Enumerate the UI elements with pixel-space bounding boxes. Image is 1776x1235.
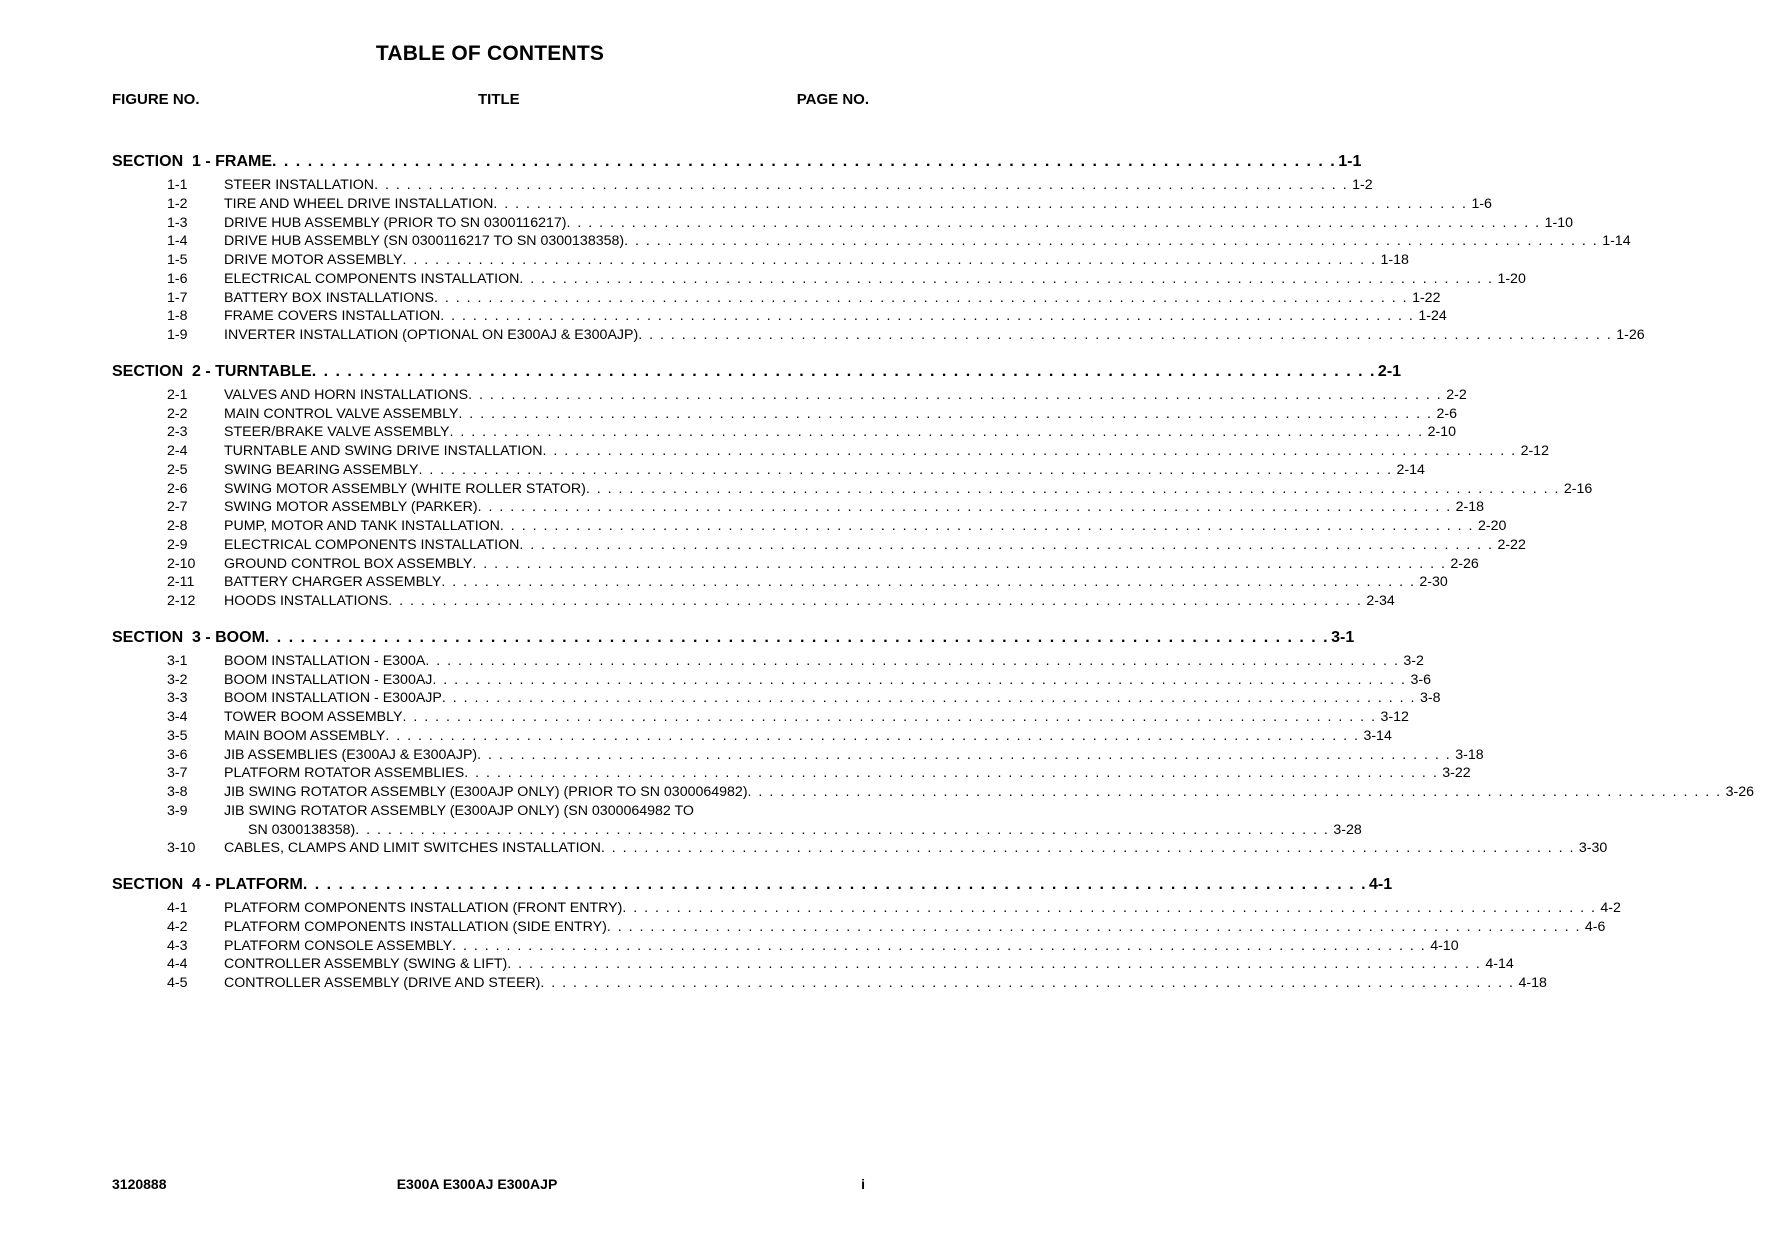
entry-title: STEER/BRAKE VALVE ASSEMBLY: [224, 424, 450, 441]
figure-number: 3-1: [167, 652, 188, 669]
figure-number: 1-2: [167, 195, 188, 212]
entry-title: BATTERY CHARGER ASSEMBLY: [224, 574, 442, 591]
toc-entry[interactable]: [112, 937, 1459, 956]
figure-number: 2-4: [167, 443, 188, 459]
column-header-figure: FIGURE NO.: [112, 91, 200, 108]
column-header-page: PAGE NO.: [796, 91, 869, 108]
entry-title: BATTERY BOX INSTALLATIONS: [224, 289, 434, 306]
entry-page-number: 1-26: [1616, 327, 1645, 343]
entry-title: INVERTER INSTALLATION (OPTIONAL ON E300AJ & E300AJP): [224, 327, 639, 343]
dot-leader: . . . . . . . . . . . . . . . . . . . . . . . . . . . . . . . . . . . . . . . . . . . . . . . . . . . . . . . . . . . . . . . . . . . . . . . . . . . . . . . . . . . . . . . . . .: [385, 727, 1360, 744]
entry-title: DRIVE MOTOR ASSEMBLY: [224, 252, 403, 268]
dot-leader: . . . . . . . . . . . . . . . . . . . . . . . . . . . . . . . . . . . . . . . . . . . . . . . . . . . . . . . . . . . . . . . . . . . . . . . . . . . . . . . . . . . . . . . . . .: [388, 593, 1363, 609]
figure-number: 2-8: [167, 518, 188, 534]
entry-title: SWING MOTOR ASSEMBLY (PARKER): [224, 499, 478, 516]
dot-leader: . . . . . . . . . . . . . . . . . . . . . . . . . . . . . . . . . . . . . . . . . . . . . . . . . . . . . . . . . . . . . . . . . . . . . . . . . . . . . . . . . . . . . . . . . .: [402, 252, 1377, 268]
toc-section: [112, 626, 1755, 858]
toc-entry[interactable]: [112, 592, 1395, 611]
toc-entry[interactable]: [112, 498, 1485, 517]
entry-title: DRIVE HUB ASSEMBLY (PRIOR TO SN 0300116217): [224, 214, 567, 231]
entry-page-number: 1-2: [1352, 177, 1373, 193]
figure-number: 3-2: [167, 671, 188, 688]
page-title: TABLE OF CONTENTS: [375, 42, 605, 65]
entry-page-number: 2-18: [1455, 499, 1485, 516]
column-header-title: TITLE: [478, 91, 520, 108]
dot-leader: . . . . . . . . . . . . . . . . . . . . . . . . . . . . . . . . . . . . . . . . . . . . . . . . . . . . . . . . . . . . . . . . . . . . . . . . . . . . . . . . . . . . . . . . . .: [622, 900, 1597, 916]
entry-title: MAIN CONTROL VALVE ASSEMBLY: [224, 405, 459, 422]
toc-entry[interactable]: [112, 536, 1526, 555]
entry-title: JIB ASSEMBLIES (E300AJ & E300AJP): [224, 746, 478, 763]
entry-title: BOOM INSTALLATION - E300AJP: [224, 690, 442, 707]
figure-number: 1-9: [167, 327, 188, 343]
entry-page-number: 1-14: [1602, 233, 1631, 250]
entry-title: CONTROLLER ASSEMBLY (DRIVE AND STEER): [224, 975, 541, 991]
figure-number: 2-10: [167, 555, 196, 572]
entry-title: GROUND CONTROL BOX ASSEMBLY: [224, 555, 473, 572]
entry-title: BOOM INSTALLATION - E300AJ: [224, 671, 433, 688]
entry-title: TIRE AND WHEEL DRIVE INSTALLATION: [224, 195, 494, 212]
dot-leader: . . . . . . . . . . . . . . . . . . . . . . . . . . . . . . . . . . . . . . . . . . . . . . . . . . . . . . . . . . . . . . . . . . . . . . . . . . . . . . . . . . . . . . . . . .: [468, 386, 1443, 403]
section-page-number: 1-1: [1338, 153, 1362, 170]
figure-number: 3-9: [167, 802, 188, 819]
toc-entry[interactable]: [112, 899, 1621, 918]
dot-leader: . . . . . . . . . . . . . . . . . . . . . . . . . . . . . . . . . . . . . . . . . . . . . . . . . . . . . . . . . . . . . . . . . . . . . . . . . . . . . . . . . . . . . . . . . .: [477, 499, 1452, 516]
section-heading-row[interactable]: [112, 360, 1402, 383]
toc-entry[interactable]: [112, 689, 1441, 708]
figure-number: 3-3: [167, 690, 188, 707]
footer-models: E300A E300AJ E300AJP: [396, 1176, 558, 1192]
entry-page-number: 2-30: [1419, 574, 1448, 591]
entry-page-number: 2-20: [1478, 518, 1507, 534]
figure-number: 1-5: [167, 252, 188, 268]
figure-number: 2-2: [167, 405, 188, 422]
toc-entry[interactable]: [112, 955, 1514, 974]
toc-entry[interactable]: [112, 708, 1409, 727]
dot-leader: . . . . . . . . . . . . . . . . . . . . . . . . . . . . . . . . . . . . . . . . . . . . . . . . . . . . . . . . . . . . . . . . . . . . . . . . . . . . . . . . . . . . . . . . . .: [452, 937, 1427, 954]
figure-number: 1-1: [167, 177, 188, 193]
dot-leader: . . . . . . . . . . . . . . . . . . . . . . . . . . . . . . . . . . . . . . . . . . . . . . . . . . . . . . . . . . . . . . . . . . . . . . . . . . . . . . . . . . . . . . . . . .: [472, 555, 1447, 572]
dot-leader: . . . . . . . . . . . . . . . . . . . . . . . . . . . . . . . . . . . . . . . . . . . . . . . . . . . . . . . . . . . . . . . . . . . . . . . . . . . . . . . . . . . . . . . . . .: [464, 765, 1439, 782]
entry-page-number: 4-18: [1518, 975, 1547, 991]
entry-page-number: 4-2: [1600, 900, 1621, 916]
entry-page-number: 1-22: [1412, 289, 1441, 306]
dot-leader: . . . . . . . . . . . . . . . . . . . . . . . . . . . . . . . . . . . . . . . . . . . . . . . . . . . . . . . . . . . . . . . . . . . . . . . . . . . . . . . . . . . . . . . . . .: [507, 956, 1482, 973]
section-heading: SECTION 2 - TURNTABLE: [112, 362, 312, 380]
toc-entry[interactable]: [112, 176, 1373, 195]
toc-entry[interactable]: [112, 783, 1755, 802]
dot-leader: . . . . . . . . . . . . . . . . . . . . . . . . . . . . . . . . . . . . . . . . . . . . . . . . . . . . . . . . . . . . . . . . . . . . . . . . . . . . . . . . . . . . . . . . . .: [600, 840, 1575, 857]
figure-number: 4-1: [167, 900, 188, 916]
entry-page-number: 1-18: [1380, 252, 1409, 268]
entry-page-number: 3-26: [1725, 784, 1755, 800]
toc-entry[interactable]: [112, 802, 870, 821]
figure-number: 3-8: [167, 784, 188, 800]
entry-page-number: 3-30: [1578, 840, 1608, 857]
dot-leader: . . . . . . . . . . . . . . . . . . . . . . . . . . . . . . . . . . . . . . . . . . . . . . . . . . . . . . . . . . . . . . . . . . . . . . . . . . . . . . . . . . . . . . . . . .: [441, 690, 1416, 707]
figure-number: 3-4: [167, 709, 188, 725]
toc-section: [112, 360, 1593, 611]
entry-title: DRIVE HUB ASSEMBLY (SN 0300116217 TO SN 0300138358): [224, 233, 625, 250]
toc-entry[interactable]: [112, 232, 1631, 251]
figure-number: 1-8: [167, 308, 188, 325]
dot-leader: . . . . . . . . . . . . . . . . . . . . . . . . . . . . . . . . . . . . . . . . . . . . . . . . . . . . . . . . . . . . . . . . . . . . . . . . . . . . . . . . . . . . . . . . . .: [432, 671, 1407, 688]
dot-leader: . . . . . . . . . . . . . . . . . . . . . . . . . . . . . . . . . . . . . . . . . . . . . . . . . . . . . . . . . . . . . . . . . . . . . . . . . . . . . . . . . . . . . . . . . .: [542, 443, 1517, 459]
entry-page-number: 1-6: [1471, 195, 1492, 212]
dot-leader: . . . . . . . . . . . . . . . . . . . . . . . . . . . . . . . . . . . . . . . . . . . . . . . . . . . . . . . . . . . . . . . . . . . . . . . . . . . . . . . . . . . . . . . . . .: [433, 289, 1409, 306]
section-heading-row[interactable]: [112, 626, 1355, 649]
figure-number: 4-3: [167, 937, 188, 954]
dot-leader: . . . . . . . . . . . . . . . . . . . . . . . . . . . . . . . . . . . . . . . . . . . . . . . . . . . . . . . . . . . . . . . . . . . . . . . . . . . . . . . . . . . . . . . . . .: [272, 153, 1337, 170]
dot-leader: . . . . . . . . . . . . . . . . . . . . . . . . . . . . . . . . . . . . . . . . . . . . . . . . . . . . . . . . . . . . . . . . . . . . . . . . . . . . . . . . . . . . . . . . . .: [302, 876, 1368, 893]
table-of-contents: [112, 150, 1755, 1008]
entry-page-number: 4-10: [1430, 937, 1459, 954]
figure-number: 4-4: [167, 956, 188, 973]
entry-title: PLATFORM ROTATOR ASSEMBLIES: [224, 765, 465, 782]
entry-title: BOOM INSTALLATION - E300A: [224, 652, 426, 669]
dot-leader: . . . . . . . . . . . . . . . . . . . . . . . . . . . . . . . . . . . . . . . . . . . . . . . . . . . . . . . . . . . . . . . . . . . . . . . . . . . . . . . . . . . . . . . . . .: [402, 709, 1377, 725]
entry-title: PLATFORM COMPONENTS INSTALLATION (SIDE ENTRY): [224, 918, 607, 935]
figure-number: 2-1: [167, 386, 188, 403]
toc-entry[interactable]: [112, 405, 1458, 424]
toc-entry[interactable]: [112, 386, 1467, 405]
dot-leader: . . . . . . . . . . . . . . . . . . . . . . . . . . . . . . . . . . . . . . . . . . . . . . . . . . . . . . . . . . . . . . . . . . . . . . . . . . . . . . . . . . . . . . . . . .: [566, 214, 1541, 231]
figure-number: 2-5: [167, 461, 188, 478]
figure-number: 1-3: [167, 214, 188, 231]
entry-page-number: 2-26: [1450, 555, 1479, 572]
toc-entry-continuation[interactable]: [112, 821, 1362, 840]
dot-leader: . . . . . . . . . . . . . . . . . . . . . . . . . . . . . . . . . . . . . . . . . . . . . . . . . . . . . . . . . . . . . . . . . . . . . . . . . . . . . . . . . . . . . . . . . .: [458, 405, 1433, 422]
toc-entry[interactable]: [112, 839, 1608, 858]
entry-page-number: 3-6: [1410, 671, 1431, 688]
entry-title: JIB SWING ROTATOR ASSEMBLY (E300AJP ONLY) (PRIOR TO SN 0300064982): [224, 784, 748, 800]
figure-number: 1-4: [167, 233, 188, 250]
toc-entry[interactable]: [112, 727, 1392, 746]
footer-page-number: i: [861, 1176, 865, 1192]
dot-leader: . . . . . . . . . . . . . . . . . . . . . . . . . . . . . . . . . . . . . . . . . . . . . . . . . . . . . . . . . . . . . . . . . . . . . . . . . . . . . . . . . . . . . . . . . .: [311, 362, 1376, 380]
figure-number: 1-6: [167, 270, 188, 287]
figure-number: 2-3: [167, 424, 188, 441]
entry-title: VALVES AND HORN INSTALLATIONS: [224, 386, 469, 403]
dot-leader: . . . . . . . . . . . . . . . . . . . . . . . . . . . . . . . . . . . . . . . . . . . . . . . . . . . . . . . . . . . . . . . . . . . . . . . . . . . . . . . . . . . . . . . . . .: [355, 821, 1330, 838]
section-page-number: 2-1: [1377, 362, 1402, 380]
dot-leader: . . . . . . . . . . . . . . . . . . . . . . . . . . . . . . . . . . . . . . . . . . . . . . . . . . . . . . . . . . . . . . . . . . . . . . . . . . . . . . . . . . . . . . . . . .: [441, 574, 1416, 591]
toc-entry[interactable]: [112, 746, 1484, 765]
entry-title: PLATFORM COMPONENTS INSTALLATION (FRONT ENTRY): [224, 900, 623, 916]
figure-number: 3-7: [167, 765, 188, 782]
dot-leader: . . . . . . . . . . . . . . . . . . . . . . . . . . . . . . . . . . . . . . . . . . . . . . . . . . . . . . . . . . . . . . . . . . . . . . . . . . . . . . . . . . . . . . . . . .: [606, 918, 1581, 935]
entry-page-number: 2-16: [1563, 480, 1593, 497]
dot-leader: . . . . . . . . . . . . . . . . . . . . . . . . . . . . . . . . . . . . . . . . . . . . . . . . . . . . . . . . . . . . . . . . . . . . . . . . . . . . . . . . . . . . . . . . . .: [624, 233, 1599, 250]
toc-entry[interactable]: [112, 289, 1441, 308]
entry-title: MAIN BOOM ASSEMBLY: [224, 727, 386, 744]
toc-entry[interactable]: [112, 555, 1479, 574]
entry-page-number: 3-14: [1363, 727, 1392, 744]
dot-leader: . . . . . . . . . . . . . . . . . . . . . . . . . . . . . . . . . . . . . . . . . . . . . . . . . . . . . . . . . . . . . . . . . . . . . . . . . . . . . . . . . . . . . . . . . .: [638, 327, 1613, 343]
toc-entry[interactable]: [112, 442, 1549, 461]
toc-entry[interactable]: [112, 270, 1526, 289]
entry-page-number: 4-14: [1485, 956, 1514, 973]
entry-page-number: 2-10: [1427, 424, 1456, 441]
toc-entry[interactable]: [112, 195, 1492, 214]
entry-title: SWING BEARING ASSEMBLY: [224, 461, 419, 478]
figure-number: 1-7: [167, 289, 188, 306]
toc-entry[interactable]: [112, 671, 1431, 690]
dot-leader: . . . . . . . . . . . . . . . . . . . . . . . . . . . . . . . . . . . . . . . . . . . . . . . . . . . . . . . . . . . . . . . . . . . . . . . . . . . . . . . . . . . . . . . . . .: [418, 461, 1393, 478]
entry-page-number: 2-12: [1520, 443, 1549, 459]
figure-number: 4-2: [167, 918, 188, 935]
entry-title: TOWER BOOM ASSEMBLY: [224, 709, 403, 725]
entry-page-number: 2-6: [1436, 405, 1458, 422]
entry-title: SWING MOTOR ASSEMBLY (WHITE ROLLER STATOR): [224, 480, 586, 497]
entry-title: HOODS INSTALLATIONS: [224, 593, 389, 609]
toc-section: [112, 150, 1645, 345]
toc-entry[interactable]: [112, 423, 1456, 442]
figure-number: 2-7: [167, 499, 188, 516]
entry-page-number: 3-22: [1442, 765, 1471, 782]
entry-page-number: 2-2: [1446, 386, 1467, 403]
toc-section: [112, 873, 1621, 993]
figure-number: 3-6: [167, 746, 188, 763]
dot-leader: . . . . . . . . . . . . . . . . . . . . . . . . . . . . . . . . . . . . . . . . . . . . . . . . . . . . . . . . . . . . . . . . . . . . . . . . . . . . . . . . . . . . . . . . . .: [264, 628, 1330, 646]
figure-number: 3-5: [167, 727, 188, 744]
section-heading: SECTION 4 - PLATFORM: [112, 876, 303, 893]
entry-page-number: 3-28: [1333, 821, 1362, 838]
entry-title: PUMP, MOTOR AND TANK INSTALLATION: [224, 518, 500, 534]
entry-page-number: 1-10: [1544, 214, 1573, 231]
entry-title: ELECTRICAL COMPONENTS INSTALLATION: [224, 536, 520, 553]
entry-page-number: 2-14: [1396, 461, 1425, 478]
entry-title: TURNTABLE AND SWING DRIVE INSTALLATION: [224, 443, 543, 459]
entry-title: STEER INSTALLATION: [224, 177, 375, 193]
entry-title: CONTROLLER ASSEMBLY (SWING & LIFT): [224, 956, 508, 973]
entry-title-continued: SN 0300138358): [248, 821, 356, 838]
section-heading-row[interactable]: [112, 150, 1362, 173]
dot-leader: . . . . . . . . . . . . . . . . . . . . . . . . . . . . . . . . . . . . . . . . . . . . . . . . . . . . . . . . . . . . . . . . . . . . . . . . . . . . . . . . . . . . . . . . . .: [585, 480, 1560, 497]
dot-leader: . . . . . . . . . . . . . . . . . . . . . . . . . . . . . . . . . . . . . . . . . . . . . . . . . . . . . . . . . . . . . . . . . . . . . . . . . . . . . . . . . . . . . . . . . .: [440, 308, 1415, 325]
entry-title: JIB SWING ROTATOR ASSEMBLY (E300AJP ONLY) (SN 0300064982 TO: [224, 802, 694, 819]
dot-leader: . . . . . . . . . . . . . . . . . . . . . . . . . . . . . . . . . . . . . . . . . . . . . . . . . . . . . . . . . . . . . . . . . . . . . . . . . . . . . . . . . . . . . . . . . .: [540, 975, 1515, 991]
dot-leader: . . . . . . . . . . . . . . . . . . . . . . . . . . . . . . . . . . . . . . . . . . . . . . . . . . . . . . . . . . . . . . . . . . . . . . . . . . . . . . . . . . . . . . . . . .: [374, 177, 1349, 193]
entry-page-number: 2-22: [1497, 536, 1526, 553]
toc-entry[interactable]: [112, 461, 1425, 480]
dot-leader: . . . . . . . . . . . . . . . . . . . . . . . . . . . . . . . . . . . . . . . . . . . . . . . . . . . . . . . . . . . . . . . . . . . . . . . . . . . . . . . . . . . . . . . . . .: [449, 424, 1424, 441]
section-heading: SECTION 1 - FRAME: [112, 153, 273, 170]
entry-page-number: 3-18: [1455, 746, 1484, 763]
toc-entry[interactable]: [112, 918, 1606, 937]
entry-title: PLATFORM CONSOLE ASSEMBLY: [224, 937, 453, 954]
toc-entry[interactable]: [112, 517, 1507, 536]
figure-number: 2-9: [167, 536, 188, 553]
toc-entry[interactable]: [112, 764, 1471, 783]
toc-entry[interactable]: [112, 214, 1573, 233]
toc-entry[interactable]: [112, 480, 1593, 499]
toc-entry[interactable]: [112, 652, 1424, 671]
dot-leader: . . . . . . . . . . . . . . . . . . . . . . . . . . . . . . . . . . . . . . . . . . . . . . . . . . . . . . . . . . . . . . . . . . . . . . . . . . . . . . . . . . . . . . . . . .: [477, 746, 1452, 763]
entry-page-number: 3-8: [1419, 690, 1441, 707]
figure-number: 3-10: [167, 840, 196, 857]
toc-entry[interactable]: [112, 573, 1448, 592]
dot-leader: . . . . . . . . . . . . . . . . . . . . . . . . . . . . . . . . . . . . . . . . . . . . . . . . . . . . . . . . . . . . . . . . . . . . . . . . . . . . . . . . . . . . . . . . . .: [493, 195, 1468, 212]
entry-title: ELECTRICAL COMPONENTS INSTALLATION: [224, 270, 520, 287]
entry-page-number: 3-12: [1380, 709, 1409, 725]
entry-page-number: 4-6: [1584, 918, 1606, 935]
section-heading-row[interactable]: [112, 873, 1393, 896]
toc-entry[interactable]: [112, 307, 1447, 326]
dot-leader: . . . . . . . . . . . . . . . . . . . . . . . . . . . . . . . . . . . . . . . . . . . . . . . . . . . . . . . . . . . . . . . . . . . . . . . . . . . . . . . . . . . . . . . . . .: [747, 784, 1722, 800]
dot-leader: . . . . . . . . . . . . . . . . . . . . . . . . . . . . . . . . . . . . . . . . . . . . . . . . . . . . . . . . . . . . . . . . . . . . . . . . . . . . . . . . . . . . . . . . . .: [519, 270, 1494, 287]
section-heading: SECTION 3 - BOOM: [112, 628, 265, 646]
entry-title: FRAME COVERS INSTALLATION: [224, 308, 441, 325]
dot-leader: . . . . . . . . . . . . . . . . . . . . . . . . . . . . . . . . . . . . . . . . . . . . . . . . . . . . . . . . . . . . . . . . . . . . . . . . . . . . . . . . . . . . . . . . . .: [519, 536, 1494, 553]
toc-entry[interactable]: [112, 251, 1409, 270]
section-page-number: 4-1: [1369, 876, 1393, 893]
dot-leader: . . . . . . . . . . . . . . . . . . . . . . . . . . . . . . . . . . . . . . . . . . . . . . . . . . . . . . . . . . . . . . . . . . . . . . . . . . . . . . . . . . . . . . . . . .: [499, 518, 1474, 534]
footer-doc-number: 3120888: [112, 1176, 167, 1192]
entry-page-number: 1-24: [1418, 308, 1447, 325]
dot-leader: . . . . . . . . . . . . . . . . . . . . . . . . . . . . . . . . . . . . . . . . . . . . . . . . . . . . . . . . . . . . . . . . . . . . . . . . . . . . . . . . . . . . . . . . . .: [425, 652, 1400, 669]
entry-page-number: 3-2: [1403, 652, 1424, 669]
entry-page-number: 2-34: [1366, 593, 1395, 609]
entry-title: CABLES, CLAMPS AND LIMIT SWITCHES INSTALLATION: [224, 840, 601, 857]
section-page-number: 3-1: [1331, 628, 1355, 646]
toc-entry[interactable]: [112, 974, 1547, 993]
figure-number: 4-5: [167, 975, 188, 991]
toc-entry[interactable]: [112, 326, 1645, 345]
figure-number: 2-11: [167, 574, 195, 591]
figure-number: 2-6: [167, 480, 188, 497]
entry-page-number: 1-20: [1497, 270, 1526, 287]
figure-number: 2-12: [167, 593, 196, 609]
